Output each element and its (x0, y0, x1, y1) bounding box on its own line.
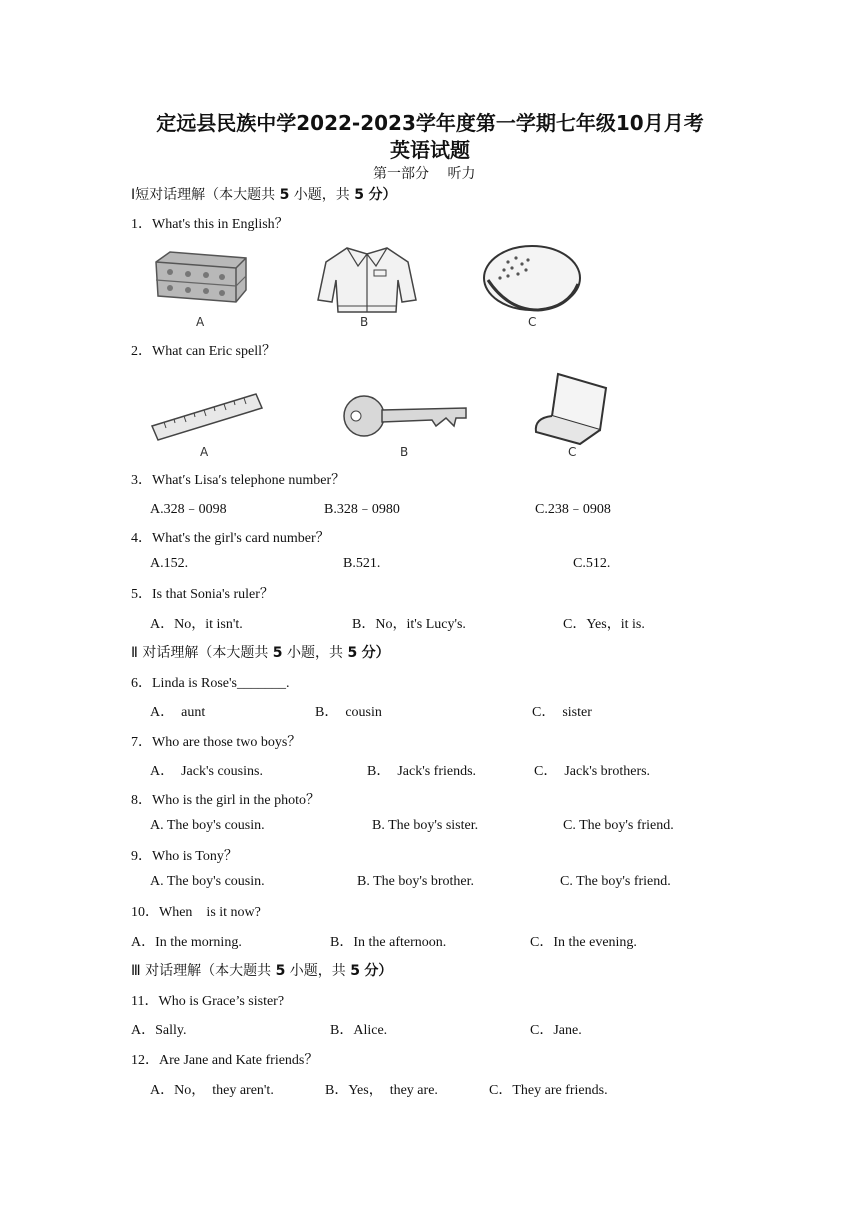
q5-option-c[interactable]: C．Yes，it is. (563, 617, 645, 632)
q11-option-a[interactable]: A．Sally. (131, 1023, 187, 1038)
svg-text:C: C (568, 445, 577, 459)
q3-option-c[interactable]: C.238﹣0908 (535, 502, 611, 517)
q8-option-c[interactable]: C. The boy's friend. (563, 818, 674, 833)
q7-option-a[interactable]: A． Jack's cousins. (150, 764, 263, 779)
key-picture (338, 384, 473, 461)
question-1: 1．What's this in English？ (131, 217, 289, 232)
section-2-heading: Ⅱ 对话理解（本大题共 5 小题，共 5 分） (131, 645, 390, 661)
svg-text:B: B (400, 445, 409, 459)
question-4: 4．What's the girl's card number？ (131, 531, 330, 546)
q6-option-b[interactable]: B． cousin (315, 705, 382, 720)
q4-option-b[interactable]: B.521. (343, 556, 381, 571)
svg-text:B: B (360, 315, 369, 329)
q11-option-b[interactable]: B．Alice. (330, 1023, 388, 1038)
ruler-picture (148, 386, 268, 461)
q4-option-c[interactable]: C.512. (573, 556, 611, 571)
q10-option-c[interactable]: C．In the evening. (530, 935, 637, 950)
exam-title-line1: 定远县民族中学2022-2023学年度第一学期七年级10月月考 (156, 111, 704, 135)
q3-option-b[interactable]: B.328﹣0980 (324, 502, 400, 517)
q9-option-c[interactable]: C. The boy's friend. (560, 874, 671, 889)
question-5: 5．Is that Sonia's ruler？ (131, 587, 274, 602)
pic-label-a: A (196, 315, 205, 329)
part-heading: 第一部分 听力 (373, 166, 476, 182)
eraser-picture (528, 366, 618, 461)
question-10: 10．When is it now? (131, 905, 261, 920)
q7-option-c[interactable]: C． Jack's brothers. (534, 764, 651, 779)
suitcase-picture (150, 244, 255, 329)
q10-option-a[interactable]: A．In the morning. (131, 935, 242, 950)
svg-text:C: C (528, 315, 537, 329)
section-1-heading: Ⅰ短对话理解（本大题共 5 小题，共 5 分） (131, 187, 397, 203)
q7-option-b[interactable]: B． Jack's friends. (367, 764, 477, 779)
q12-option-a[interactable]: A．No， they aren't. (150, 1083, 274, 1098)
jacket-picture (312, 240, 422, 330)
question-7: 7．Who are those two boys？ (131, 735, 302, 750)
section-3-heading: Ⅲ 对话理解（本大题共 5 小题，共 5 分） (131, 963, 393, 979)
q10-option-b[interactable]: B．In the afternoon. (330, 935, 447, 950)
q6-option-a[interactable]: A． aunt (150, 705, 206, 720)
q9-option-a[interactable]: A. The boy's cousin. (150, 874, 265, 889)
svg-text:A: A (200, 445, 209, 459)
question-3: 3．What′s Lisa′s telephone number？ (131, 473, 346, 488)
question-12: 12．Are Jane and Kate friends？ (131, 1053, 319, 1068)
q8-option-b[interactable]: B. The boy's sister. (372, 818, 479, 833)
q9-option-b[interactable]: B. The boy's brother. (357, 874, 474, 889)
q6-option-c[interactable]: C． sister (532, 705, 592, 720)
question-8: 8．Who is the girl in the photo？ (131, 793, 320, 808)
question-9: 9．Who is Tony？ (131, 849, 238, 864)
exam-title-line2: 英语试题 (390, 138, 470, 162)
q5-option-b[interactable]: B．No，it's Lucy's. (352, 617, 466, 632)
q3-option-a[interactable]: A.328﹣0098 (150, 502, 227, 517)
q11-option-c[interactable]: C．Jane. (530, 1023, 582, 1038)
orange-picture (478, 240, 588, 330)
question-6: 6．Linda is Rose's_______. (131, 676, 290, 691)
q5-option-a[interactable]: A．No，it isn't. (150, 617, 243, 632)
q12-option-c[interactable]: C．They are friends. (489, 1083, 608, 1098)
q12-option-b[interactable]: B．Yes， they are. (325, 1083, 438, 1098)
question-2: 2．What can Eric spell？ (131, 344, 277, 359)
q4-option-a[interactable]: A.152. (150, 556, 189, 571)
q8-option-a[interactable]: A. The boy's cousin. (150, 818, 265, 833)
question-11: 11．Who is Grace’s sister? (131, 994, 285, 1009)
